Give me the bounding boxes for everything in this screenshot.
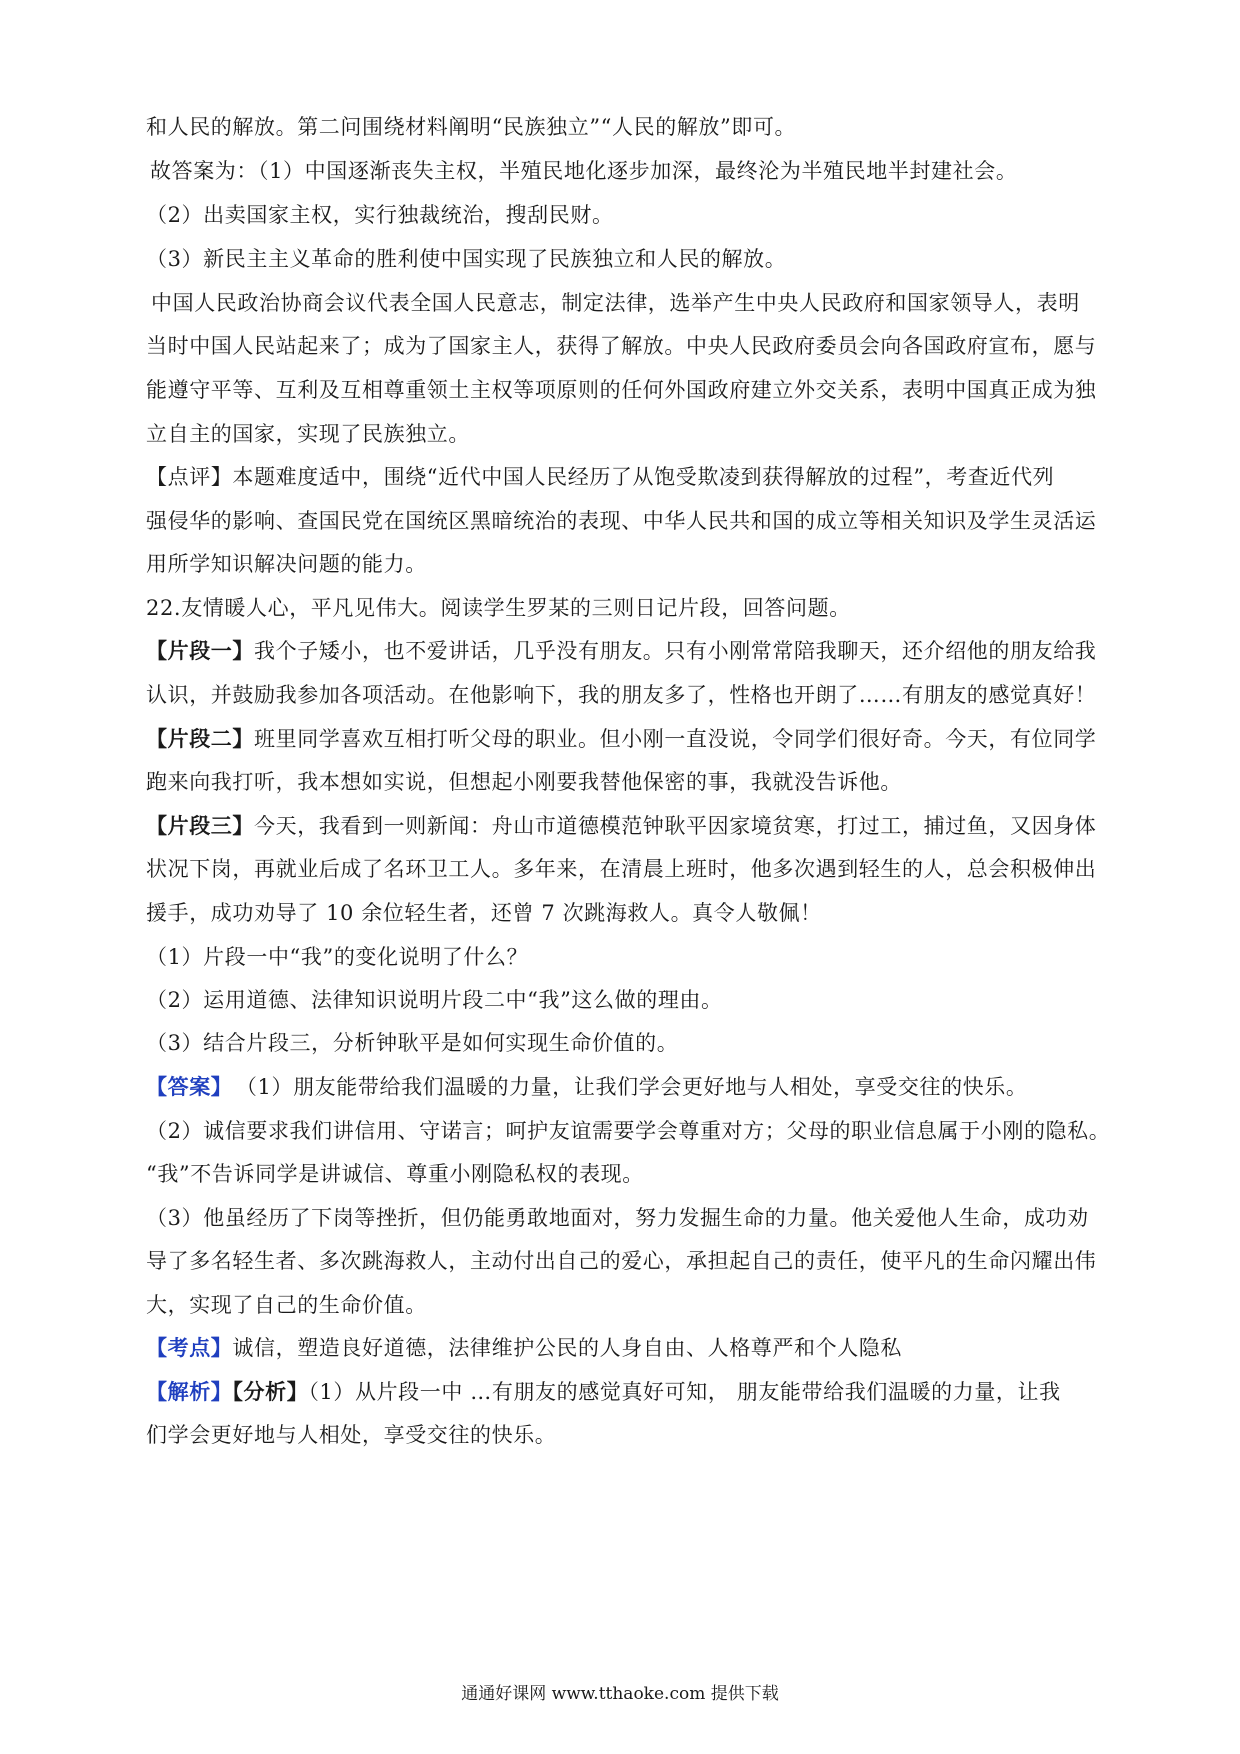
fragment-2-line	[146, 724, 1106, 754]
line-text: 强侵华的影响、查国民党在国统区黑暗统治的表现、中华人民共和国的成立等相关知识及学生灵活运	[146, 509, 1097, 533]
line-text: 诚信，塑造良好道德，法律维护公民的人身自由、人格尊严和个人隐私	[232, 1336, 903, 1360]
line-text: 能遵守平等、互利及互相尊重领土主权等项原则的任何外国政府建立外交关系，表明中国真正成为独	[146, 378, 1097, 402]
line-text: 我个子矮小，也不爱讲话，几乎没有朋友。只有小刚常常陪我聊天，还介绍他的朋友给我	[254, 639, 1097, 663]
fragment-3-tag: 【片段三】	[146, 813, 254, 838]
sub-question-1	[146, 942, 1106, 972]
line-text: 跑来向我打听，我本想如实说，但想起小刚要我替他保密的事，我就没告诉他。	[146, 770, 902, 794]
line-text: 大，实现了自己的生命价值。	[146, 1293, 427, 1317]
line-text: （2）诚信要求我们讲信用、守诺言；呵护友谊需要学会尊重对方；父母的职业信息属于小刚的隐私。	[146, 1119, 1111, 1143]
text-line	[146, 1246, 1106, 1276]
text-line	[146, 1203, 1106, 1233]
line-text: 用所学知识解决问题的能力。	[146, 552, 427, 576]
line-text: 和人民的解放。第二问围绕材料阐明“民族独立”“人民的解放”即可。	[146, 115, 797, 139]
line-text: 班里同学喜欢互相打听父母的职业。但小刚一直没说，令同学们很好奇。今天，有位同学	[254, 727, 1097, 751]
fragment-3-line	[146, 811, 1106, 841]
line-text: （3）他虽经历了下岗等挫折，但仍能勇敢地面对，努力发掘生命的力量。他关爱他人生命，成功劝	[146, 1206, 1089, 1230]
text-line	[146, 112, 1106, 142]
kaodian-tag: 【考点】	[146, 1335, 233, 1360]
line-text: “我”不告诉同学是讲诚信、尊重小刚隐私权的表现。	[146, 1162, 644, 1186]
text-line	[146, 1159, 1106, 1189]
line-text: 状况下岗，再就业后成了名环卫工人。多年来，在清晨上班时，他多次遇到轻生的人，总会积极伸出	[146, 857, 1097, 881]
fragment-1-tag: 【片段一】	[146, 638, 254, 663]
line-text: 立自主的国家，实现了民族独立。	[146, 422, 470, 446]
line-text: （1）从片段一中 …有朋友的感觉真好可知， 朋友能带给我们温暖的力量，让我	[308, 1380, 1061, 1404]
line-text: 故答案为：（1）中国逐渐丧失主权，半殖民地化逐步加深，最终沦为半殖民地半封建社会。	[150, 159, 1018, 183]
line-text: 22.友情暖人心，平凡见伟大。阅读学生罗某的三则日记片段，回答问题。	[146, 596, 851, 620]
text-line	[146, 244, 1106, 274]
line-text: 今天，我看到一则新闻：舟山市道德模范钟耿平因家境贫寒，打过工，捕过鱼，又因身体	[254, 814, 1097, 838]
text-line	[146, 462, 1106, 492]
kaodian-line	[146, 1333, 1106, 1363]
text-line	[146, 854, 1106, 884]
sub-question-3	[146, 1028, 1106, 1058]
text-line	[146, 767, 1106, 797]
line-text: （1）朋友能带给我们温暖的力量，让我们学会更好地与人相处，享受交往的快乐。	[246, 1075, 1028, 1099]
answer-line	[146, 1072, 1106, 1102]
text-line	[146, 1420, 1106, 1450]
page-footer: 通通好课网 www.tthaoke.com 提供下载	[461, 1684, 779, 1704]
text-line	[146, 375, 1106, 405]
line-text: 们学会更好地与人相处，享受交往的快乐。	[146, 1423, 557, 1447]
question-22-title	[146, 593, 1106, 623]
fragment-2-tag: 【片段二】	[146, 726, 254, 751]
fragment-1-line	[146, 636, 1106, 666]
answer-tag: 【答案】	[146, 1074, 233, 1099]
sub-question-2	[146, 985, 1106, 1015]
text-line	[146, 1290, 1106, 1320]
line-text: 导了多名轻生者、多次跳海救人，主动付出自己的爱心，承担起自己的责任，使平凡的生命闪耀出伟	[146, 1249, 1097, 1273]
text-line	[150, 156, 1110, 186]
text-line	[151, 288, 1111, 318]
fenxi-tag: 【分析】	[232, 1379, 309, 1404]
line-text: 援手，成功劝导了 10 余位轻生者，还曾 7 次跳海救人。真令人敬佩！	[146, 901, 822, 925]
text-line	[146, 331, 1106, 361]
line-text: 认识，并鼓励我参加各项活动。在他影响下，我的朋友多了，性格也开朗了……有朋友的感觉真好！	[146, 683, 1097, 707]
line-text: （2）运用道德、法律知识说明片段二中“我”这么做的理由。	[146, 988, 723, 1012]
text-line	[146, 1116, 1111, 1146]
jiexi-line	[146, 1377, 1106, 1407]
text-line	[146, 898, 1106, 928]
text-line	[146, 419, 1106, 449]
line-text: 【点评】本题难度适中，围绕“近代中国人民经历了从饱受欺凌到获得解放的过程”，考查近代列	[146, 465, 1055, 489]
line-text: （2）出卖国家主权，实行独裁统治，搜刮民财。	[146, 203, 614, 227]
jiexi-tag: 【解析】	[146, 1379, 233, 1404]
text-line	[146, 200, 1106, 230]
line-text: 当时中国人民站起来了；成为了国家主人，获得了解放。中央人民政府委员会向各国政府宣布，愿与	[146, 334, 1097, 358]
text-line	[146, 680, 1106, 710]
line-text: （3）结合片段三，分析钟耿平是如何实现生命价值的。	[146, 1031, 679, 1055]
line-text: （1）片段一中“我”的变化说明了什么？	[146, 945, 529, 969]
line-text: （3）新民主主义革命的胜利使中国实现了民族独立和人民的解放。	[146, 247, 787, 271]
line-text: 中国人民政治协商会议代表全国人民意志，制定法律，选举产生中央人民政府和国家领导人，表明	[151, 291, 1080, 315]
text-line	[146, 506, 1106, 536]
text-line	[146, 549, 1106, 579]
